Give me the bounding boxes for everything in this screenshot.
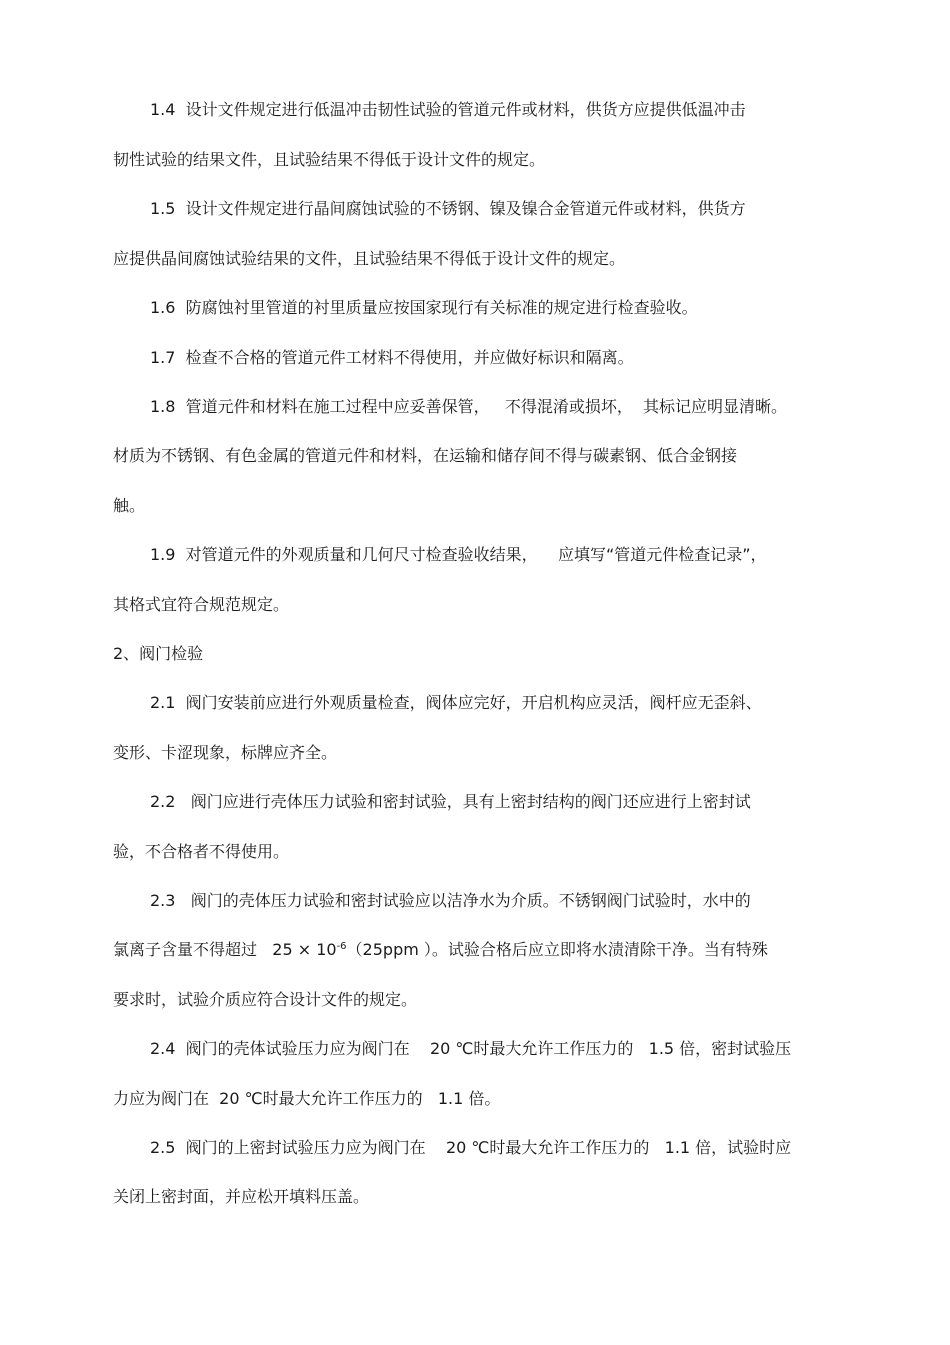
paragraph-2-5-line-1: 2.5 阀门的上密封试验压力应为阀门在 20 ℃时最大允许工作压力的 1.1 倍，试验时应 — [150, 1138, 792, 1157]
paragraph-2-2-line-2: 验，不合格者不得使用。 — [113, 842, 290, 861]
paragraph-2-5-line-2: 关闭上密封面，并应松开填料压盖。 — [113, 1187, 370, 1206]
paragraph-1-4-line-1: 1.4 设计文件规定进行低温冲击韧性试验的管道元件或材料，供货方应提供低温冲击 — [150, 100, 746, 119]
paragraph-1-9-line-2: 其格式宜符合规范规定。 — [113, 595, 290, 614]
paragraph-2-2-line-1: 2.2 阀门应进行壳体压力试验和密封试验，具有上密封结构的阀门还应进行上密封试 — [150, 792, 751, 811]
exponent: -6 — [336, 941, 347, 952]
chloride-limit-text: 氯离子含量不得超过 25 × 10 — [113, 940, 337, 959]
paragraph-2-3-line-2 — [113, 940, 768, 960]
paragraph-1-9-line-1: 1.9 对管道元件的外观质量和几何尺寸检查验收结果， 应填写“管道元件检查记录”， — [150, 545, 767, 564]
paragraph-2-1-line-1: 2.1 阀门安装前应进行外观质量检查，阀体应完好，开启机构应灵活，阀杆应无歪斜、 — [150, 693, 762, 712]
paragraph-2-4-line-2: 力应为阀门在 20 ℃时最大允许工作压力的 1.1 倍。 — [113, 1089, 501, 1108]
paragraph-2-3-line-1: 2.3 阀门的壳体压力试验和密封试验应以洁净水为介质。不锈钢阀门试验时，水中的 — [150, 891, 751, 910]
paragraph-2-1-line-2: 变形、卡涩现象，标牌应齐全。 — [113, 743, 338, 762]
paragraph-1-8-line-2: 材质为不锈钢、有色金属的管道元件和材料，在运输和储存间不得与碳素钢、低合金钢接 — [113, 446, 738, 465]
paragraph-1-5-line-1: 1.5 设计文件规定进行晶间腐蚀试验的不锈钢、镍及镍合金管道元件或材料，供货方 — [150, 199, 746, 218]
paragraph-1-7: 1.7 检查不合格的管道元件工材料不得使用，并应做好标识和隔离。 — [150, 348, 634, 367]
chloride-limit-text-cont: （25ppm ）。试验合格后应立即将水渍清除干净。当有特殊 — [346, 940, 768, 959]
paragraph-1-5-line-2: 应提供晶间腐蚀试验结果的文件，且试验结果不得低于设计文件的规定。 — [113, 249, 626, 268]
paragraph-1-4-line-2: 韧性试验的结果文件，且试验结果不得低于设计文件的规定。 — [113, 150, 546, 169]
section-heading-valve-inspection: 2、阀门检验 — [113, 644, 204, 663]
paragraph-2-4-line-1: 2.4 阀门的壳体试验压力应为阀门在 20 ℃时最大允许工作压力的 1.5 倍，密封试验压 — [150, 1039, 792, 1058]
paragraph-1-8-line-3: 触。 — [113, 496, 146, 515]
paragraph-2-3-line-3: 要求时，试验介质应符合设计文件的规定。 — [113, 990, 418, 1009]
paragraph-1-6: 1.6 防腐蚀衬里管道的衬里质量应按国家现行有关标准的规定进行检查验收。 — [150, 298, 698, 317]
paragraph-1-8-line-1: 1.8 管道元件和材料在施工过程中应妥善保管， 不得混淆或损坏， 其标记应明显清晰。 — [150, 397, 788, 416]
